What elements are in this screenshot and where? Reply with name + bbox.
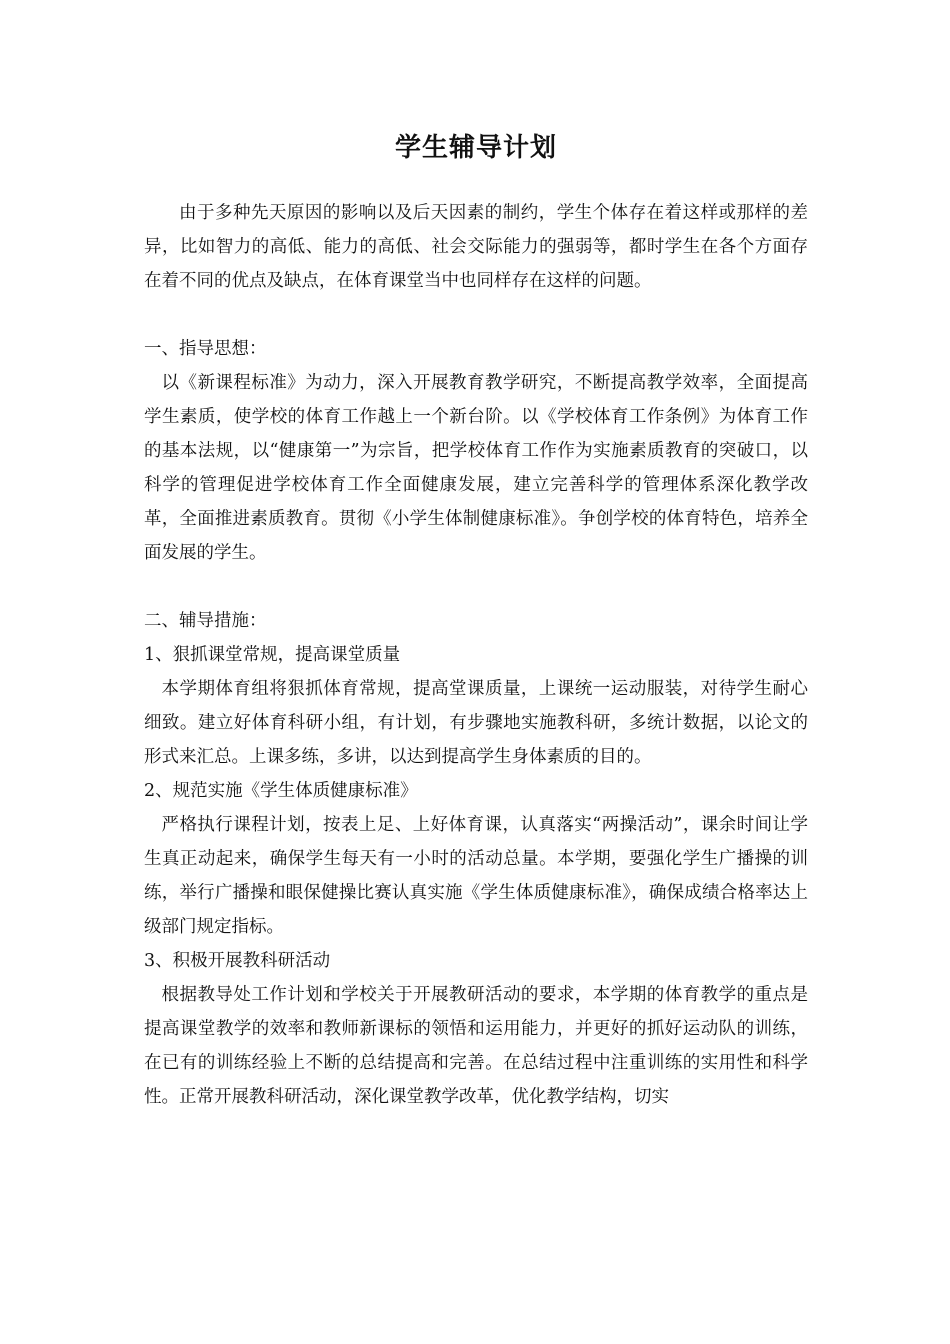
document-page — [144, 128, 808, 1114]
section-heading-guiding-ideology: 一、指导思想： — [144, 339, 267, 359]
section-heading-measures: 二、辅导措施： — [144, 611, 267, 631]
measure-body-1: 本学期体育组将狠抓体育常规，提高堂课质量，上课统一运动服装，对待学生耐心细致。建立好体育科研小组，有计划，有步骤地实施教科研，多统计数据，以论文的形式来汇总。上课多练，多讲，以达到提高学生身体素质的目的。 — [144, 679, 808, 767]
document-title: 学生辅导计划 — [394, 133, 557, 163]
guiding-ideology-paragraph: 以《新课程标准》为动力，深入开展教育教学研究，不断提高教学效率，全面提高学生素质，使学校的体育工作越上一个新台阶。以《学校体育工作条例》为体育工作的基本法规，以“健康第一”为宗旨，把学校体育工作作为实施素质教育的突破口，以科学的管理促进学校体育工作全面健康发展，建立完善科学的管理体系深化教学改革，全面推进素质教育。贯彻《小学生体制健康标准》。争创学校的体育特色，培养全面发展的学生。 — [144, 373, 808, 563]
intro-paragraph: 由于多种先天原因的影响以及后天因素的制约，学生个体存在着这样或那样的差异，比如智力的高低、能力的高低、社会交际能力的强弱等，都时学生在各个方面存在着不同的优点及缺点，在体育课堂当中也同样存在这样的问题。 — [144, 203, 808, 291]
measure-title-3: 3、积极开展教科研活动 — [144, 951, 331, 971]
measure-body-2: 严格执行课程计划，按表上足、上好体育课，认真落实“两操活动”，课余时间让学生真正动起来，确保学生每天有一小时的活动总量。本学期，要强化学生广播操的训练，举行广播操和眼保健操比赛认真实施《学生体质健康标准》，确保成绩合格率达上级部门规定指标。 — [144, 815, 808, 937]
spacer — [144, 298, 808, 332]
spacer — [144, 570, 808, 604]
measure-body-3: 根据教导处工作计划和学校关于开展教研活动的要求，本学期的体育教学的重点是提高课堂教学的效率和教师新课标的领悟和运用能力，并更好的抓好运动队的训练，在已有的训练经验上不断的总结提高和完善。在总结过程中注重训练的实用性和科学性。正常开展教科研活动，深化课堂教学改革，优化教学结构，切实 — [144, 985, 808, 1107]
measure-title-2: 2、规范实施《学生体质健康标准》 — [144, 781, 418, 801]
measure-title-1: 1、狠抓课堂常规，提高课堂质量 — [144, 645, 401, 665]
